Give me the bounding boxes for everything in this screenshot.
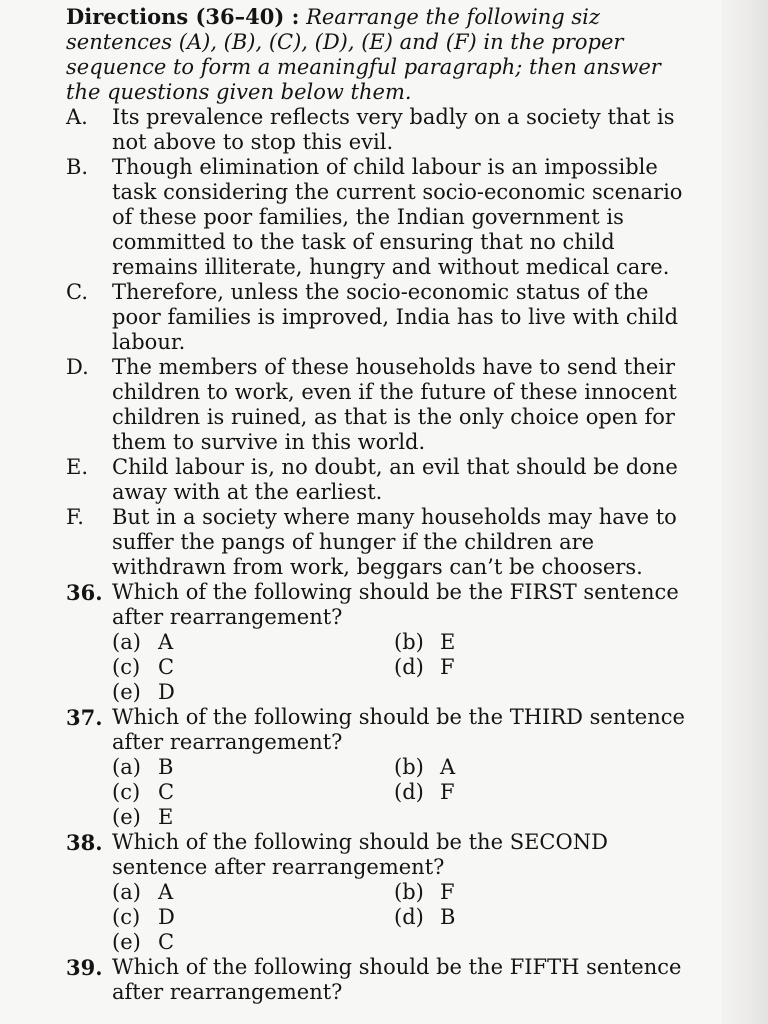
sentence-label: A. (66, 105, 88, 129)
sentence-d (66, 355, 698, 455)
option-e[interactable]: (e) D (112, 680, 175, 704)
option-e[interactable]: (e) C (112, 930, 175, 954)
sentence-text: The members of these households have to send their children to work, even if the future of these innocent children is ruined, as that is the only choice open for them to survive in this world. (112, 355, 677, 454)
directions-block (66, 4, 698, 105)
sentence-text: Therefore, unless the socio-economic status of the poor families is improved, India has to live with child labour. (112, 280, 679, 354)
option-d[interactable]: (d) F (394, 655, 455, 679)
sentence-e (66, 455, 698, 505)
sentence-f (66, 505, 698, 580)
question-number: 38. (66, 830, 103, 855)
sentence-label: B. (66, 155, 89, 179)
option-a[interactable]: (a) A (112, 630, 174, 654)
question-text: Which of the following should be the FIRST sentence after rearrangement? (112, 580, 679, 629)
document-page (66, 4, 698, 1005)
sentence-text: But in a society where many households may have to suffer the pangs of hunger if the children are withdrawn from work, beggars can’t be choosers. (112, 505, 677, 579)
directions-text: Rearrange the following siz sentences (A), (B), (C), (D), (E) and (F) in the proper sequence to form a meaningful paragraph; then answer the questions given below them. (66, 5, 661, 104)
question-38-options (112, 880, 698, 955)
sentence-b (66, 155, 698, 280)
sentence-label: E. (66, 455, 89, 479)
question-39 (66, 955, 698, 1005)
question-38 (66, 830, 698, 880)
option-b[interactable]: (b) A (394, 755, 456, 779)
sentence-label: C. (66, 280, 88, 304)
option-b[interactable]: (b) E (394, 630, 456, 654)
directions-heading: Directions (36–40) : (66, 4, 300, 29)
option-a[interactable]: (a) A (112, 880, 174, 904)
option-d[interactable]: (d) B (394, 905, 456, 929)
question-37 (66, 705, 698, 755)
sentence-label: F. (66, 505, 84, 529)
option-a[interactable]: (a) B (112, 755, 174, 779)
question-text: Which of the following should be the SECOND sentence after rearrangement? (112, 830, 608, 879)
option-c[interactable]: (c) C (112, 780, 175, 804)
question-number: 37. (66, 705, 103, 730)
question-text: Which of the following should be the FIFTH sentence after rearrangement? (112, 955, 682, 1004)
sentence-text: Its prevalence reflects very badly on a society that is not above to stop this evil. (112, 105, 675, 154)
sentence-text: Child labour is, no doubt, an evil that should be done away with at the earliest. (112, 455, 678, 504)
option-b[interactable]: (b) F (394, 880, 455, 904)
option-c[interactable]: (c) D (112, 905, 175, 929)
sentence-text: Though elimination of child labour is an impossible task considering the current socio-economic scenario of these poor families, the Indian government is committed to the task of ensuring that no child remains illiterate, hungry and without medical care. (112, 155, 683, 279)
question-number: 36. (66, 580, 103, 605)
sentence-c (66, 280, 698, 355)
option-d[interactable]: (d) F (394, 780, 455, 804)
option-e[interactable]: (e) E (112, 805, 174, 829)
question-text: Which of the following should be the THIRD sentence after rearrangement? (112, 705, 685, 754)
option-c[interactable]: (c) C (112, 655, 175, 679)
page-edge-shadow (722, 0, 768, 1024)
question-36 (66, 580, 698, 630)
question-36-options (112, 630, 698, 705)
sentence-label: D. (66, 355, 89, 379)
question-37-options (112, 755, 698, 830)
question-number: 39. (66, 955, 103, 980)
sentence-a (66, 105, 698, 155)
